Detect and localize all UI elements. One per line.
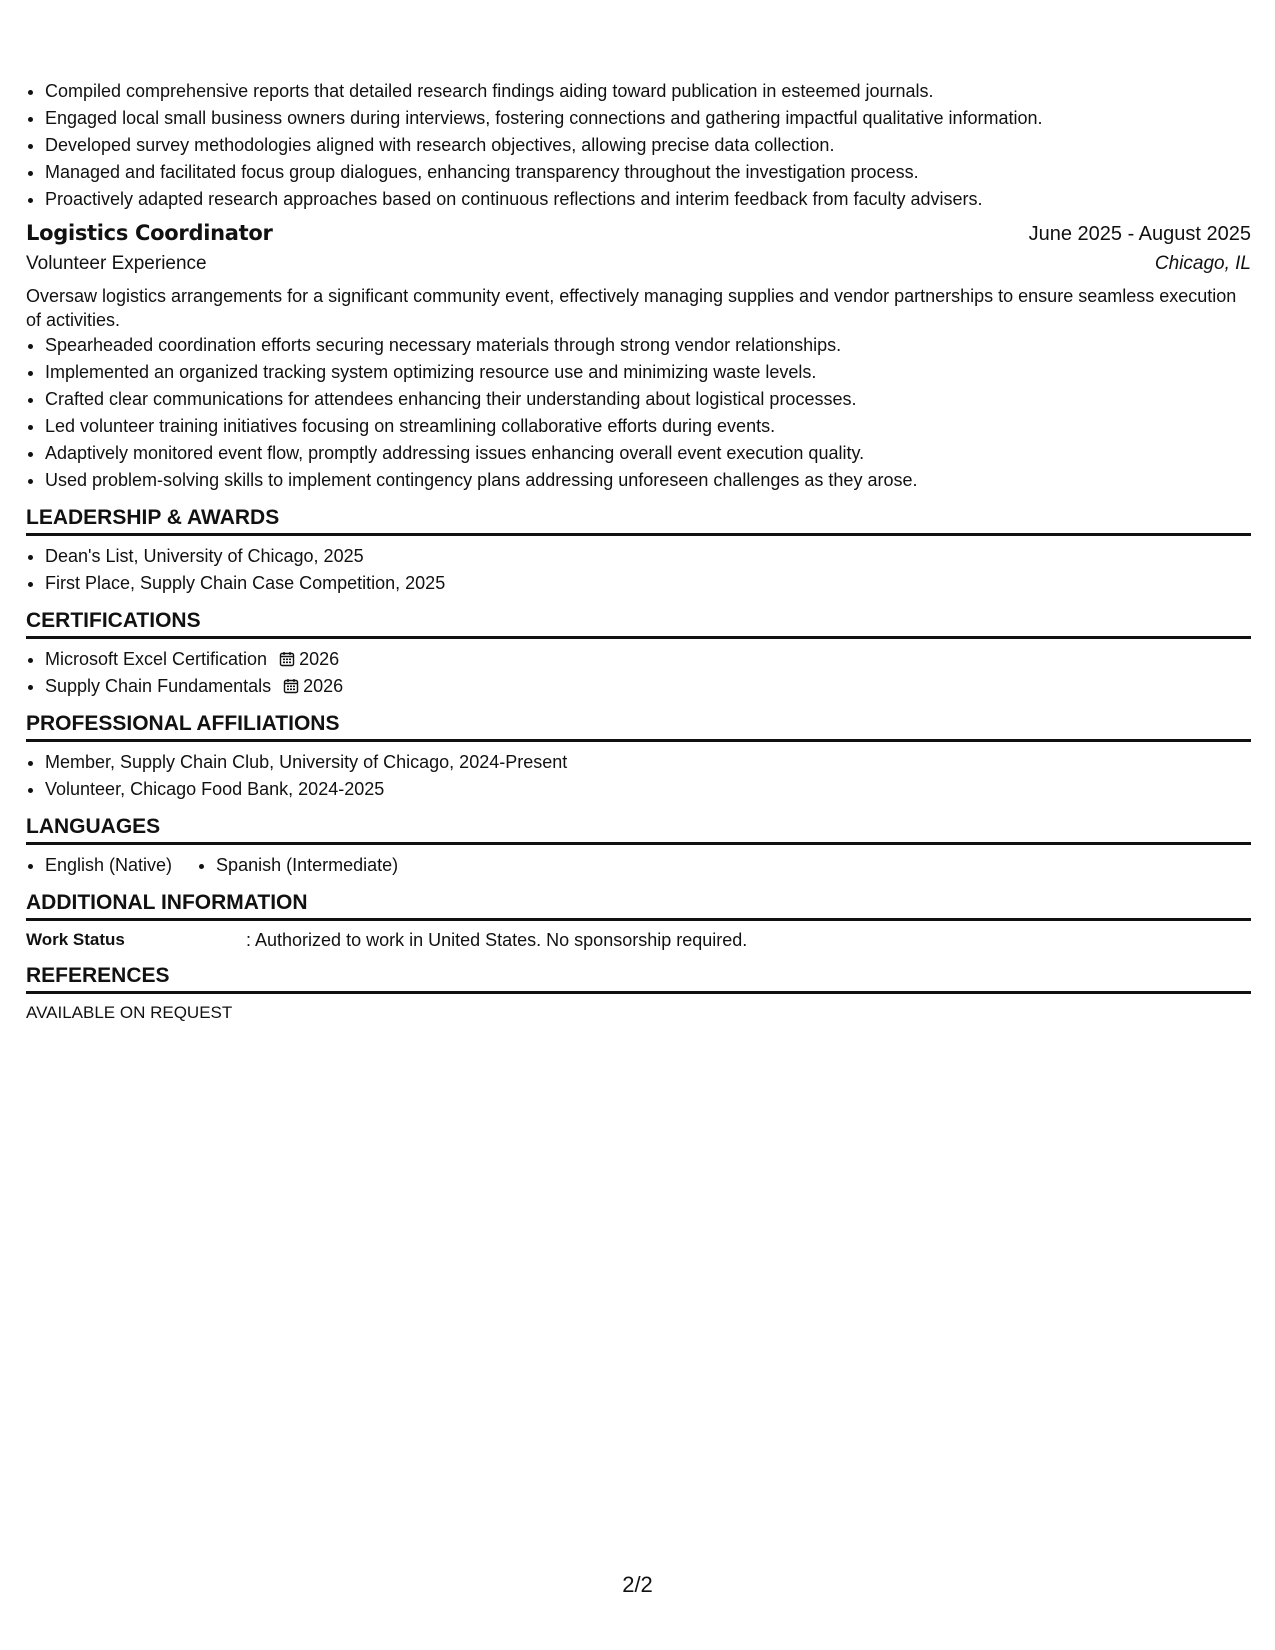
list-item: • Developed survey methodologies aligned with research objectives, allowing precise data collection. [45, 132, 1251, 159]
job-subheader [26, 253, 1251, 275]
section-title: PROFESSIONAL AFFILIATIONS [26, 712, 1251, 742]
page-number: 2/2 [622, 1572, 653, 1597]
affiliations-section [26, 712, 1251, 803]
certification-name: Supply Chain Fundamentals [45, 676, 272, 696]
job-header [26, 221, 1251, 246]
list-item: • Adaptively monitored event flow, promptly addressing issues enhancing overall event execution quality. [45, 440, 1251, 467]
leadership-list [26, 543, 1251, 597]
languages-list [26, 852, 1251, 879]
list-item: • Compiled comprehensive reports that detailed research findings aiding toward publication in esteemed journals. [45, 78, 1251, 105]
work-status-label: Work Status [26, 930, 125, 949]
certifications-section [26, 609, 1251, 700]
affiliations-list [26, 749, 1251, 803]
job-dates: June 2025 - August 2025 [1028, 223, 1251, 245]
leadership-section [26, 506, 1251, 597]
section-title: REFERENCES [26, 964, 1251, 994]
list-item: • Volunteer, Chicago Food Bank, 2024-2025 [45, 776, 1251, 803]
list-item: • Member, Supply Chain Club, University of Chicago, 2024-Present [45, 749, 1251, 776]
certifications-list [26, 646, 1251, 700]
list-item: • Spanish (Intermediate) [216, 852, 398, 879]
list-item: • First Place, Supply Chain Case Competition, 2025 [45, 570, 1251, 597]
job-summary: Oversaw logistics arrangements for a significant community event, effectively managing supplies and vendor partnerships to ensure seamless execution of activities. [26, 286, 1237, 330]
job-location: Chicago, IL [1154, 253, 1251, 274]
research-bullets [26, 78, 1251, 213]
work-status-row [26, 928, 1251, 952]
list-item: • Spearheaded coordination efforts securing necessary materials through strong vendor relationships. [45, 332, 1251, 359]
list-item: • Proactively adapted research approaches based on continuous reflections and interim feedback from faculty advisers. [45, 186, 1251, 213]
calendar-icon [283, 678, 299, 694]
list-item: • Crafted clear communications for attendees enhancing their understanding about logistical processes. [45, 386, 1251, 413]
certification-year: 2026 [303, 676, 344, 696]
references-section [26, 964, 1251, 1025]
list-item: • Dean's List, University of Chicago, 2025 [45, 543, 1251, 570]
list-item: • Managed and facilitated focus group dialogues, enhancing transparency throughout the investigation process. [45, 159, 1251, 186]
list-item [45, 646, 1251, 673]
calendar-icon [279, 651, 295, 667]
section-title: LEADERSHIP & AWARDS [26, 506, 1251, 536]
list-item: • Implemented an organized tracking system optimizing resource use and minimizing waste levels. [45, 359, 1251, 386]
list-item: • English (Native) [45, 852, 172, 879]
list-item: • Engaged local small business owners during interviews, fostering connections and gathering impactful qualitative information. [45, 105, 1251, 132]
additional-section [26, 891, 1251, 952]
list-item [45, 673, 1251, 700]
resume-page [26, 78, 1251, 1025]
work-status-value: : Authorized to work in United States. No sponsorship required. [246, 930, 748, 950]
languages-section [26, 815, 1251, 879]
job-bullets [26, 332, 1251, 494]
certification-name: Microsoft Excel Certification [45, 649, 268, 669]
section-title: LANGUAGES [26, 815, 1251, 845]
list-item: • Led volunteer training initiatives focusing on streamlining collaborative efforts during events. [45, 413, 1251, 440]
job-organization: Volunteer Experience [26, 253, 207, 274]
section-title: ADDITIONAL INFORMATION [26, 891, 1251, 921]
certification-year: 2026 [299, 649, 340, 669]
job-title: Logistics Coordinator [26, 221, 273, 245]
references-text: AVAILABLE ON REQUEST [26, 1003, 233, 1022]
section-title: CERTIFICATIONS [26, 609, 1251, 639]
list-item: • Used problem-solving skills to implement contingency plans addressing unforeseen challenges as they arose. [45, 467, 1251, 494]
